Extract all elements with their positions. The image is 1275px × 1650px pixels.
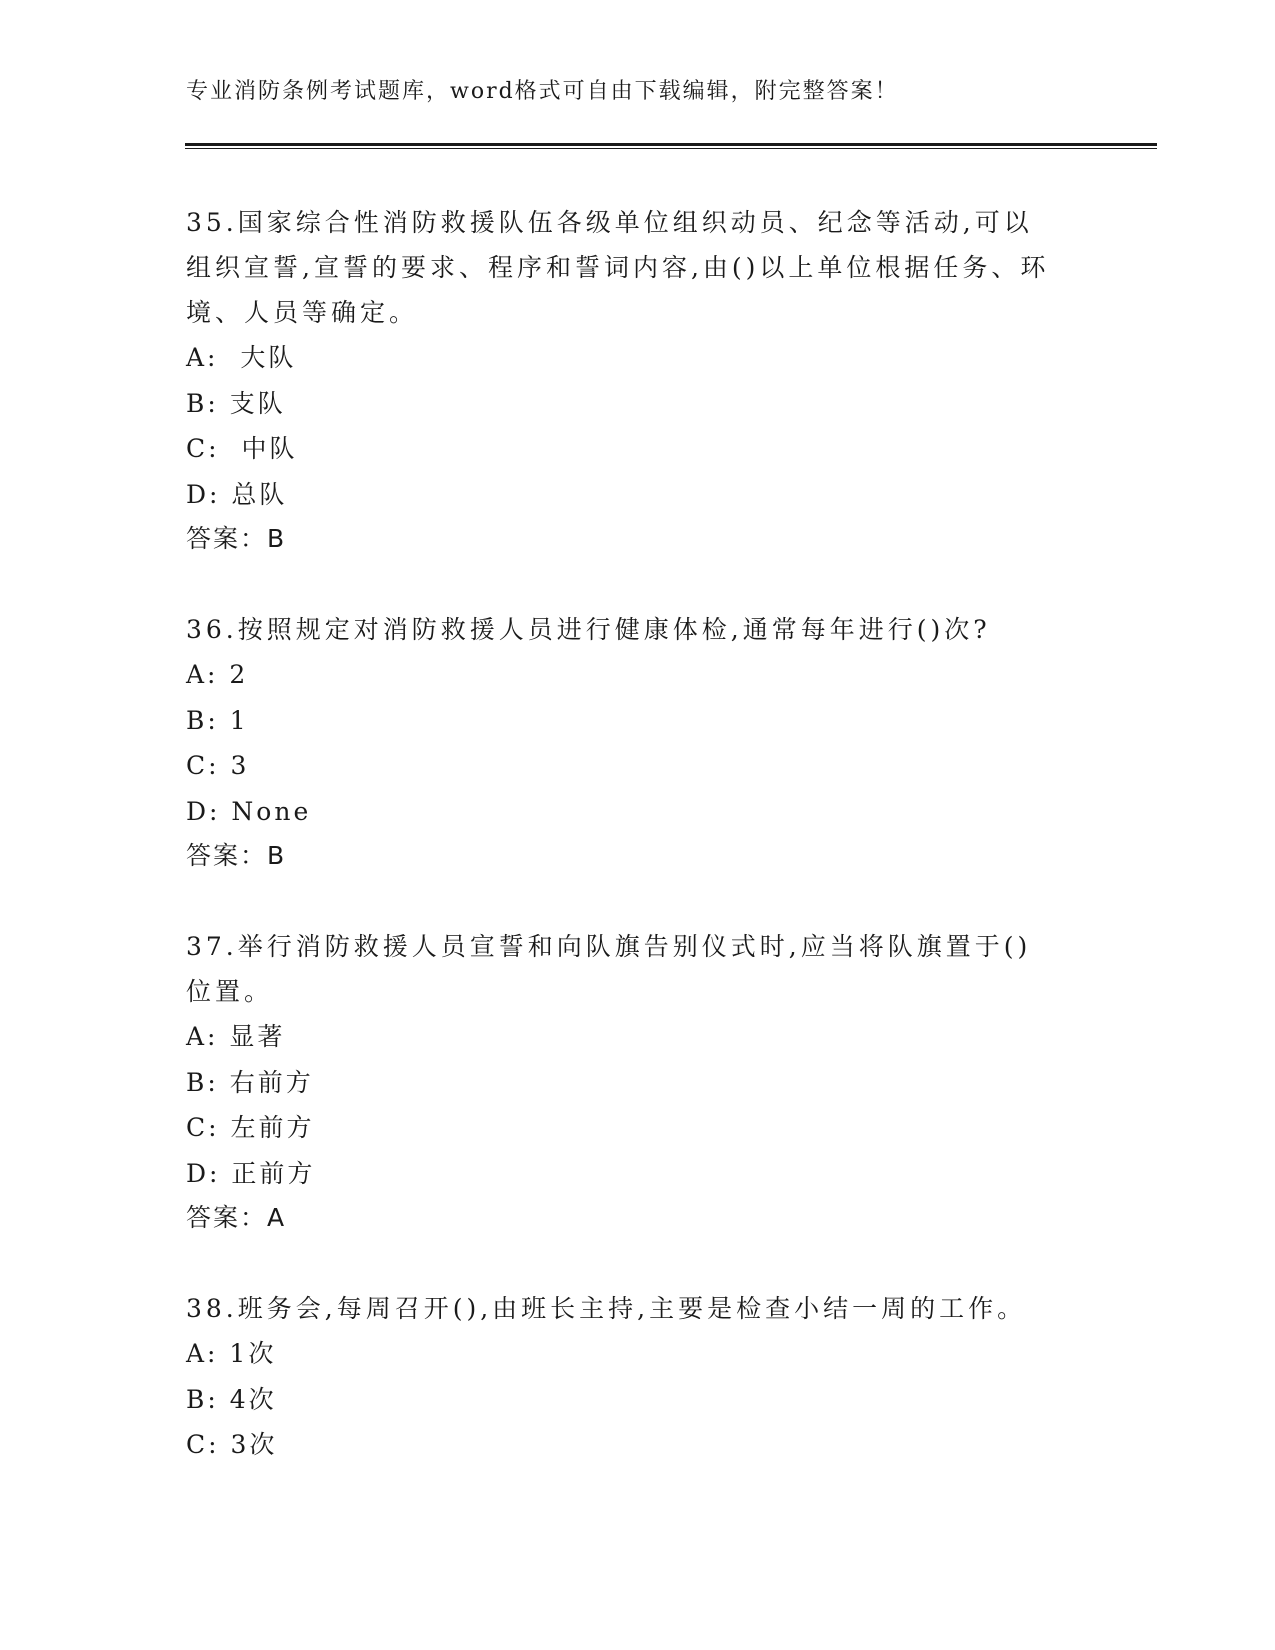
option-c: C: 左前方 — [186, 1113, 315, 1142]
option-c: C: 中队 — [186, 434, 298, 463]
option-d: D: 总队 — [186, 479, 288, 509]
answer-text: 答案：B — [186, 841, 287, 870]
option-a: A: 显著 — [186, 1022, 286, 1051]
header-rule-thick — [185, 143, 1157, 146]
question-text: 36.按照规定对消防救援人员进行健康体检,通常每年进行()次? — [186, 615, 991, 644]
question-text: 35.国家综合性消防救援队伍各级单位组织动员、纪念等活动,可以组织宣誓,宣誓的要求、程序和誓词内容,由()以上单位根据任务、环境、人员等确定。 — [186, 208, 1050, 327]
question-38 — [186, 1286, 1066, 1468]
option-a: A: 大队 — [186, 343, 297, 372]
option-b: B: 支队 — [186, 388, 286, 418]
option-b: B: 4次 — [186, 1384, 277, 1414]
answer-text: 答案：A — [186, 1203, 287, 1232]
option-b: B: 右前方 — [186, 1067, 314, 1097]
header-text: 专业消防条例考试题库，word格式可自由下载编辑，附完整答案！ — [186, 79, 899, 104]
question-list — [186, 200, 1066, 1514]
answer-text: 答案：B — [186, 524, 287, 553]
option-c: C: 3次 — [186, 1430, 278, 1459]
option-a: A: 1次 — [186, 1339, 277, 1368]
option-d: D: None — [186, 796, 312, 826]
header-rule-thin — [185, 148, 1157, 149]
question-text: 37.举行消防救援人员宣誓和向队旗告别仪式时,应当将队旗置于()位置。 — [186, 932, 1032, 1006]
option-c: C: 3 — [186, 751, 250, 780]
question-text: 38.班务会,每周召开(),由班长主持,主要是检查小结一周的工作。 — [186, 1294, 1027, 1323]
question-37 — [186, 924, 1066, 1240]
option-a: A: 2 — [186, 660, 249, 689]
option-b: B: 1 — [186, 705, 249, 735]
question-36 — [186, 607, 1066, 878]
question-35 — [186, 200, 1066, 561]
option-d: D: 正前方 — [186, 1158, 316, 1188]
